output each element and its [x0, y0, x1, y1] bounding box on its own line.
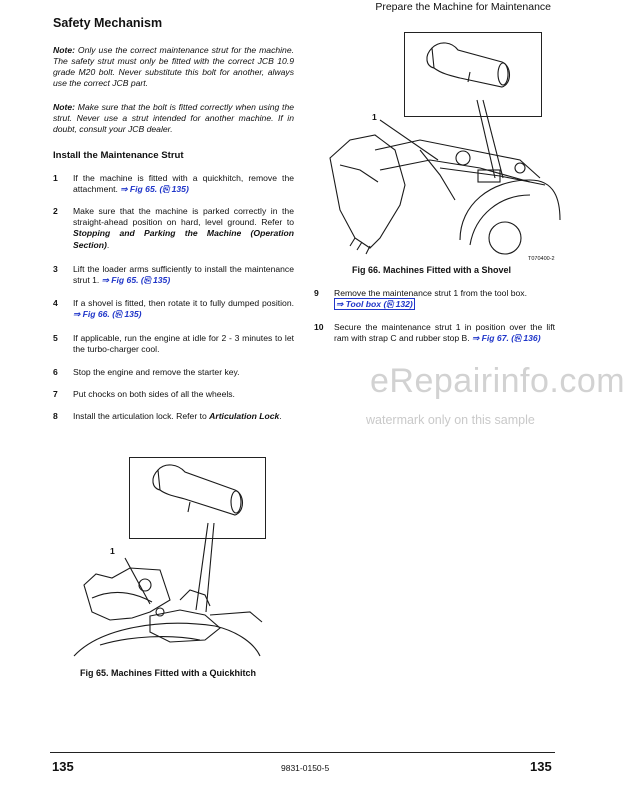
strut-detail-cap	[498, 63, 508, 85]
fig65-link[interactable]: ⇒ Fig 65. (⎘ 135)	[101, 275, 171, 286]
note-text: Only use the correct maintenance strut for the machine. The safety strut must only be fitted with the correct JCB 10.9 grade M20 bolt. Never substitute this bolt for another, always use the correct JCB part.	[53, 45, 294, 88]
step-text: If a shovel is fitted, then rotate it to fully dumped position.	[73, 298, 294, 308]
frame-line	[420, 150, 455, 200]
note-label: Note:	[53, 102, 75, 112]
watermark-notice: watermark only on this sample	[366, 413, 535, 427]
footer-rule	[50, 752, 555, 753]
fig66-link[interactable]: ⇒ Fig 66. (⎘ 135)	[73, 309, 142, 320]
fig67-link[interactable]: ⇒ Fig 67. (⎘ 136)	[472, 333, 541, 344]
step-number: 1	[53, 173, 58, 183]
watermark-site: eRepairinfo.com	[370, 362, 625, 400]
subheading: Install the Maintenance Strut	[53, 150, 184, 161]
fig65-link[interactable]: ⇒ Fig 65. (⎘ 135)	[120, 184, 189, 195]
fig65-caption: Fig 65. Machines Fitted with a Quickhitch	[80, 668, 257, 678]
step-number: 5	[53, 333, 58, 343]
step-text: If the machine is fitted with a quickhitch, remove the attachment.	[73, 173, 294, 195]
step-tail: .	[106, 239, 110, 250]
step-text: Secure the maintenance strut 1 in position over the lift ram with strap C and rubber stop B.	[334, 322, 555, 344]
step-number: 4	[53, 298, 58, 308]
fig66-callout-leader	[380, 120, 438, 160]
step-number: 3	[53, 264, 58, 274]
step-number: 8	[53, 411, 58, 421]
page-number-right: 135	[530, 759, 552, 774]
fig65-callout: 1	[110, 546, 115, 556]
step-text: Put chocks on both sides of all the wheels.	[73, 389, 235, 399]
step-9	[314, 288, 555, 314]
step-text: Install the articulation lock. Refer to	[73, 411, 207, 421]
step-text: Lift the loader arms sufficiently to install the maintenance strut 1.	[73, 264, 294, 286]
fig66-caption: Fig 66. Machines Fitted with a Shovel	[352, 265, 512, 275]
step-number: 6	[53, 367, 58, 377]
running-header: Prepare the Machine for Maintenance	[375, 1, 551, 13]
arm-pivot-rear	[515, 163, 525, 173]
step-number: 7	[53, 389, 58, 399]
fig66-code: T070400-2	[528, 256, 555, 262]
step-text: Make sure that the machine is parked correctly in the straight-ahead position on hard, level ground. Refer to	[73, 206, 294, 228]
step-number: 2	[53, 206, 58, 216]
step-text: If applicable, run the engine at idle for 2 - 3 minutes to let the turbo-charger cool.	[73, 333, 294, 355]
loader-arm	[375, 140, 540, 178]
step-text: Stop the engine and remove the starter key.	[73, 367, 240, 377]
toolbox-link[interactable]: ⇒ Tool box (⎘ 132)	[336, 299, 413, 310]
articulation-lock-reference: Articulation Lock	[209, 411, 280, 421]
strut-detail	[432, 43, 510, 87]
note-label: Note:	[53, 45, 75, 55]
front-wheel	[460, 180, 560, 240]
step-text: Remove the maintenance strut 1 from the tool box.	[334, 288, 527, 298]
page-number-left: 135	[52, 759, 74, 774]
arm-pivot	[456, 151, 470, 165]
shovel	[330, 135, 405, 248]
step-tail: .	[279, 411, 282, 421]
section-title: Safety Mechanism	[53, 16, 163, 30]
parking-reference: Stopping and Parking the Machine (Operation Section)	[73, 228, 294, 250]
step-number: 9	[314, 288, 319, 298]
shovel-rib	[340, 165, 378, 182]
document-number: 9831-0150-5	[281, 763, 330, 773]
loader-arm-lower	[380, 160, 530, 182]
step-10	[314, 322, 555, 358]
note-text: Make sure that the bolt is fitted correctly when using the strut. Never use a strut intended for another machine. If in doubt, consult your JCB dealer.	[53, 102, 295, 134]
wheel-hub	[489, 222, 521, 254]
fig66-callout: 1	[372, 112, 377, 122]
step-number: 10	[314, 322, 324, 332]
